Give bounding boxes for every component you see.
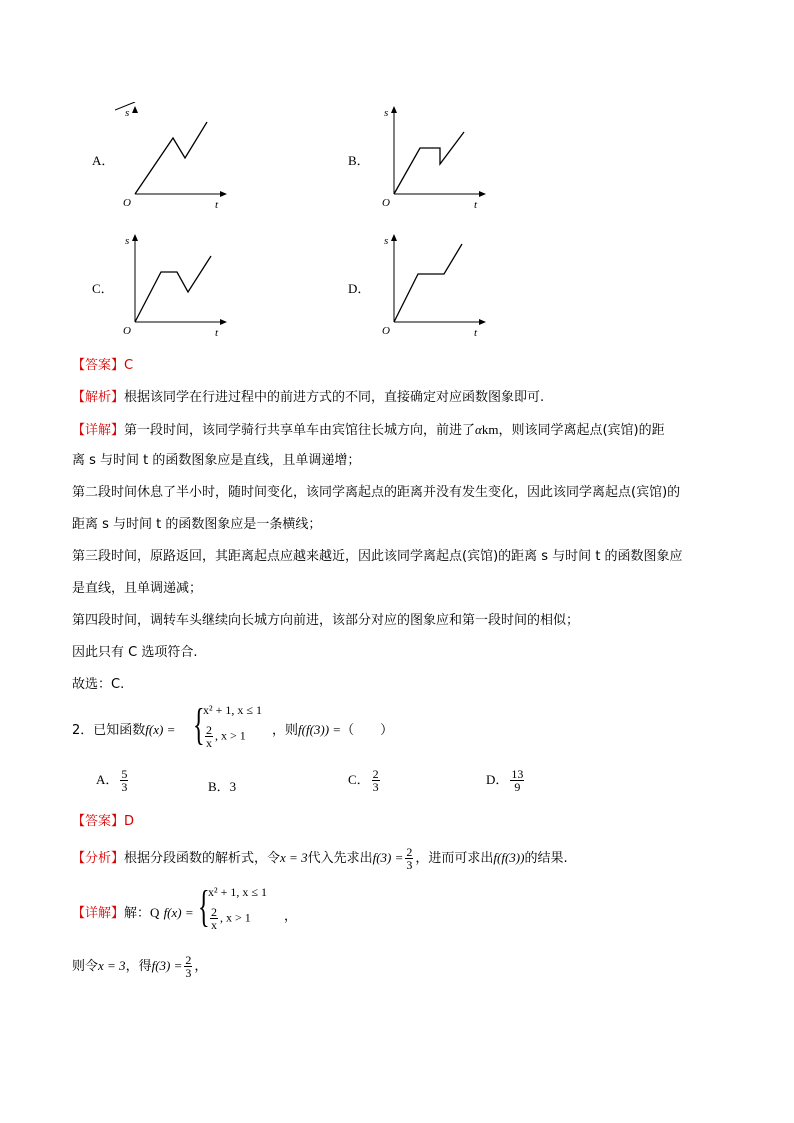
answer-tag: 【答案】: [72, 814, 125, 829]
q2-option-c: C． $\frac{2}{3}$: [348, 767, 379, 794]
q2-answer-line: [72, 814, 134, 830]
piecewise-brace-2: {: [198, 882, 210, 931]
q1-choose-line: 故选：C.: [72, 677, 125, 692]
q1-analysis-line: [72, 390, 544, 406]
detail-tag: 【详解】: [72, 423, 125, 438]
x-arrow: [479, 319, 486, 325]
piece-2: $\frac{2}{x}$ , x > 1: [206, 723, 246, 750]
q1-detail-line-3: 第二段时间休息了半小时，随时间变化，该同学离起点的距离并没有发生变化，因此该同学离起点(宾馆)的: [72, 485, 681, 500]
q2-option-d: D． $\frac{13}{9}$: [486, 767, 524, 794]
y-arrow: [391, 106, 397, 113]
x-arrow: [220, 191, 227, 197]
answer-tag: 【答案】: [72, 358, 125, 373]
x-axis-label: t: [215, 327, 219, 338]
origin-label: O: [123, 325, 131, 337]
origin-label: O: [382, 197, 390, 209]
origin-label: O: [123, 197, 131, 209]
y-arrow: [132, 234, 138, 241]
y-axis-label: s: [125, 235, 130, 247]
q2-option-a: A． $\frac{5}{3}$: [96, 767, 128, 794]
y-axis-label: s: [125, 107, 130, 119]
y-axis-label: s: [384, 107, 389, 119]
x-axis-label: t: [215, 199, 219, 210]
s-t-curve: [135, 122, 207, 194]
q1-detail-line-2: 离 s 与时间 t 的函数图象应是直线，且单调递增；: [72, 453, 361, 468]
option-c-graph: [115, 230, 230, 338]
y-axis-label: s: [384, 235, 389, 247]
origin-label: O: [382, 325, 390, 337]
q1-detail-line-4: 距离 s 与时间 t 的函数图象应是一条横线；: [72, 517, 322, 532]
option-a-graph: [115, 102, 230, 210]
option-d-graph: [374, 230, 489, 338]
q1-detail-line-8: 因此只有 C 选项符合.: [72, 645, 198, 660]
analysis-tag: 【解析】: [72, 390, 125, 405]
q1-answer-line: [72, 358, 133, 374]
answer-value: C: [124, 358, 134, 373]
piecewise-brace: {: [193, 700, 205, 749]
q2-detail-line: 【详解】解：Q f(x) =: [72, 905, 194, 921]
q2-last-line: 则令x = 3，得f(3) = $\frac{2}{3}$ ，: [72, 953, 208, 980]
analysis-tag: 【分析】: [72, 851, 125, 866]
q2-option-b: B．3: [208, 779, 237, 794]
x-arrow: [220, 319, 227, 325]
y-arrow: [132, 106, 138, 113]
option-d-label: D．: [348, 281, 371, 296]
piece-1: x² + 1, x ≤ 1: [203, 703, 262, 717]
q1-detail-line-5: 第三段时间，原路返回，其距离起点应越来越近，因此该同学离起点(宾馆)的距离 s 与时间 t 的函数图象应: [72, 549, 683, 564]
q2-stem-tail: ，则f(f(3)) =（ ）: [272, 722, 394, 738]
y-arrow: [391, 234, 397, 241]
answer-value: D: [124, 814, 135, 829]
q1-detail-line-1: 【详解】第一段时间，该同学骑行共享单车由宾馆往长城方向，前进了αkm，则该同学离起点(宾馆)的距: [72, 422, 665, 438]
q2-analysis-line: 【分析】根据分段函数的解析式，令x = 3代入先求出f(3) = $\frac{2}{3}$ ，进而可求出f(f(3))的结果.: [72, 845, 568, 872]
x-axis-label: t: [474, 327, 478, 338]
detail-tag: 【详解】: [72, 906, 125, 921]
option-b-label: B．: [348, 153, 370, 168]
s-t-curve: [135, 256, 211, 322]
option-c-label: C．: [92, 281, 114, 296]
x-arrow: [479, 191, 486, 197]
option-b-graph: [374, 102, 489, 210]
q1-detail-line-6: 是直线，且单调递减；: [72, 581, 203, 596]
s-t-curve: [394, 132, 464, 194]
q2-stem: 2．已知函数f(x) =: [72, 722, 176, 738]
piece-1b: x² + 1, x ≤ 1: [208, 885, 267, 899]
analysis-text: 根据该同学在行进过程中的前进方式的不同，直接确定对应函数图象即可.: [124, 390, 545, 405]
x-axis-label: t: [474, 199, 478, 210]
piece-2b: $\frac{2}{x}$ , x > 1: [211, 905, 251, 932]
option-a-label: A．: [92, 153, 115, 168]
q1-detail-line-7: 第四段时间，调转车头继续向长城方向前进，该部分对应的图象应和第一段时间的相似；: [72, 613, 580, 628]
s-t-curve: [394, 244, 462, 322]
